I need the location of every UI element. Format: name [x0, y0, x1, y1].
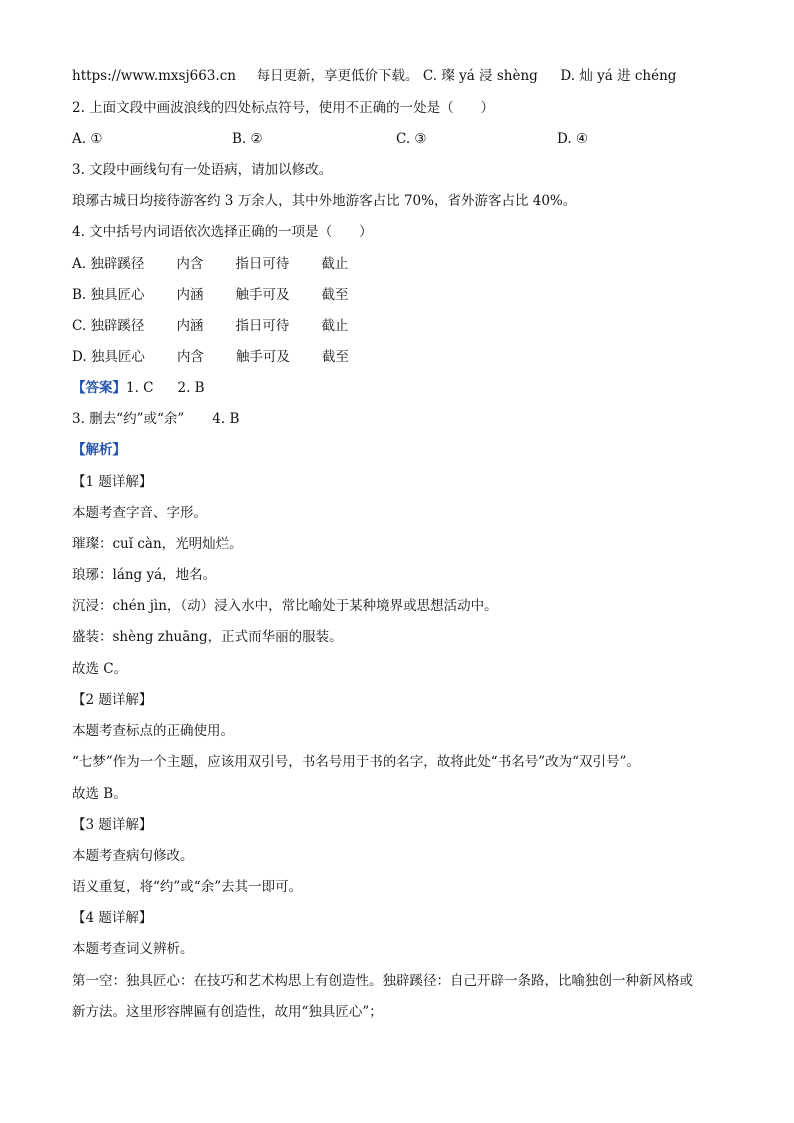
detail-4-line: 第一空：独具匠心：在技巧和艺术构思上有创造性。独辟蹊径：自己开辟一条路，比喻独创一种新风格或: [72, 973, 693, 989]
detail-1-line: 沉浸：chén jìn，（动）浸入水中，常比喻处于某种境界或思想活动中。: [72, 598, 498, 614]
detail-3-line: 语义重复，将“约”或“余”去其一即可。: [72, 879, 303, 895]
detail-2-line: 故选 B。: [72, 786, 127, 802]
source-url[interactable]: https://www.mxsj663.cn: [72, 68, 236, 84]
option-word-1: 独具匠心: [90, 287, 145, 303]
option-word-3: 指日可待: [235, 256, 290, 272]
option-word-4: 截止: [321, 318, 349, 334]
option-word-3: 触手可及: [235, 287, 290, 303]
option-word-2: 内涵: [176, 287, 204, 303]
option-letter: A.: [72, 256, 87, 272]
answer-line-1: [72, 379, 205, 397]
option-letter: C.: [72, 318, 87, 334]
detail-4-line: 新方法。这里形容牌匾有创造性，故用“独具匠心”；: [72, 1004, 383, 1020]
q4-option-d: [72, 348, 349, 366]
detail-4-title: 【4 题详解】: [72, 910, 153, 926]
q4-option-b: [72, 286, 349, 304]
option-word-1: 独具匠心: [90, 349, 145, 365]
option-word-4: 截至: [321, 349, 349, 365]
option-word-3: 触手可及: [235, 349, 290, 365]
analysis-label: 【解析】: [72, 442, 126, 458]
detail-4-line: 本题考查词义辨析。: [72, 941, 194, 957]
option-word-2: 内含: [176, 349, 204, 365]
q3-stem: 3. 文段中画线句有一处语病，请加以修改。: [72, 162, 333, 178]
option-word-4: 截至: [321, 287, 349, 303]
detail-1-line: 盛装：shèng zhuāng，正式而华丽的服装。: [72, 629, 343, 645]
q2-option-c: C. ③: [396, 131, 427, 147]
detail-1-line: 璀璨：cuǐ càn，光明灿烂。: [72, 536, 243, 552]
option-word-2: 内含: [176, 256, 204, 272]
q4-option-c: [72, 317, 348, 335]
detail-1-title: 【1 题详解】: [72, 474, 153, 490]
q1-option-d: D. 灿 yá 进 chéng: [560, 68, 677, 84]
q1-option-c: C. 璨 yá 浸 shèng: [422, 68, 538, 84]
detail-2-line: 本题考查标点的正确使用。: [72, 723, 234, 739]
detail-2-title: 【2 题详解】: [72, 692, 153, 708]
q2-option-a: A. ①: [72, 131, 103, 147]
q3-sentence: 琅琊古城日均接待游客约 3 万余人，其中外地游客占比 70%，省外游客占比 40%。: [72, 193, 577, 209]
detail-3-title: 【3 题详解】: [72, 817, 153, 833]
answer-line-2: [72, 410, 239, 428]
detail-1-line: 本题考查字音、字形。: [72, 505, 207, 521]
option-word-2: 内涵: [176, 318, 204, 334]
answer-label: 【答案】: [72, 380, 126, 396]
answer-2: 2. B: [177, 380, 205, 396]
answer-4: 4. B: [212, 411, 240, 427]
q2-option-b: B. ②: [232, 131, 263, 147]
answer-1: 1. C: [126, 380, 154, 396]
detail-1-line: 故选 C。: [72, 661, 128, 677]
detail-2-line: “七梦”作为一个主题，应该用双引号，书名号用于书的名字，故将此处“书名号”改为“双引号”。: [72, 754, 640, 770]
option-word-4: 截止: [321, 256, 349, 272]
option-word-1: 独辟蹊径: [90, 318, 145, 334]
q4-option-a: [72, 255, 348, 273]
option-word-3: 指日可待: [235, 318, 290, 334]
detail-3-line: 本题考查病句修改。: [72, 848, 194, 864]
q4-stem: 4. 文中括号内词语依次选择正确的一项是（ ）: [72, 224, 373, 240]
option-letter: B.: [72, 287, 87, 303]
update-notice: 每日更新，享更低价下载。: [256, 68, 419, 84]
option-letter: D.: [72, 349, 87, 365]
q2-option-d: D. ④: [557, 131, 589, 147]
detail-1-line: 琅琊：láng yá，地名。: [72, 567, 217, 583]
option-word-1: 独辟蹊径: [90, 256, 145, 272]
q2-stem: 2. 上面文段中画波浪线的四处标点符号，使用不正确的一处是（ ）: [72, 100, 495, 116]
header-line: [72, 67, 676, 85]
answer-3: 3. 删去“约”或“余”: [72, 411, 185, 427]
